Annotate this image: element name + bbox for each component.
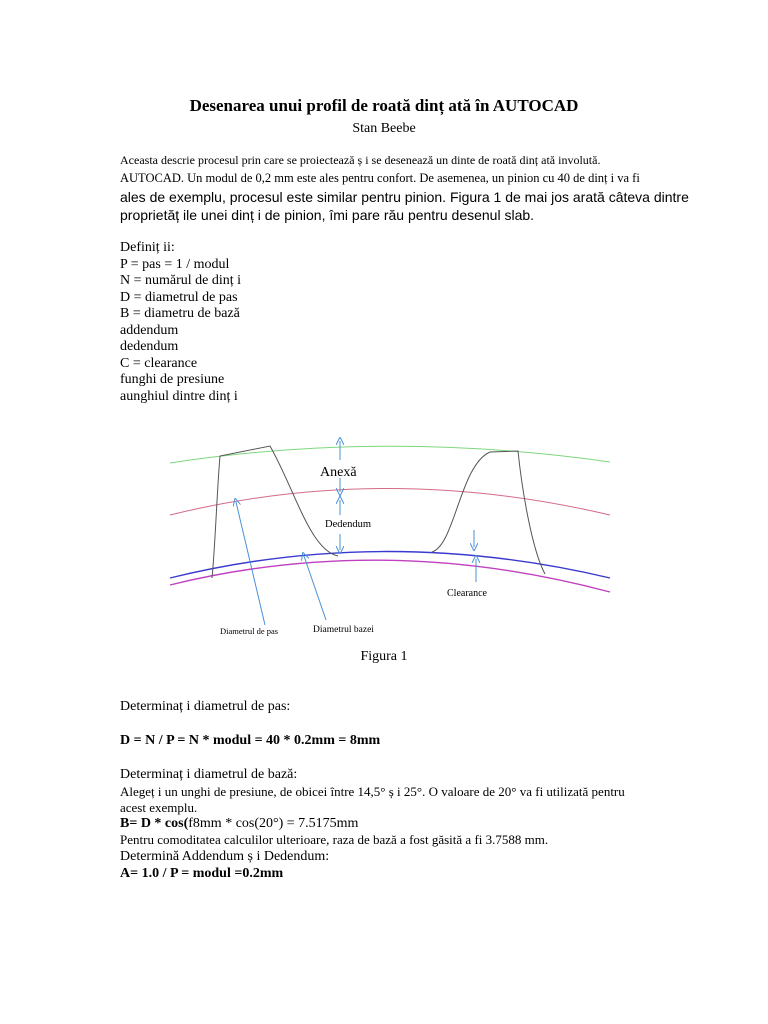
- document-title: Desenarea unui profil de roată dinț ată în AUTOCAD: [189, 96, 579, 115]
- label-anexa: Anexă: [320, 465, 357, 480]
- document-author: Stan Beebe: [352, 121, 416, 136]
- base-circle: [170, 552, 610, 579]
- intro-line-1: Aceasta descrie procesul prin care se proiectează ș i se desenează un dinte de roată dinț ată involută.: [120, 153, 601, 167]
- addendum-circle: [170, 446, 610, 463]
- section-pitch-heading: Determinaț i diametrul de pas:: [120, 699, 291, 714]
- formula-bold-part: B= D * cos(: [120, 816, 189, 831]
- tooth-profile-right: [432, 451, 545, 574]
- section-addendum-formula: A= 1.0 / P = modul =0.2mm: [120, 866, 284, 881]
- definition-item: P = pas = 1 / modul: [120, 256, 230, 272]
- section-pitch-formula: D = N / P = N * modul = 40 * 0.2mm = 8mm: [120, 733, 381, 748]
- label-pitch-diameter: Diametrul de pas: [220, 626, 279, 636]
- section-base-formula: [120, 816, 358, 832]
- formula-rest-part: f8mm * cos(20°) = 7.5175mm: [188, 816, 359, 831]
- section-base-line-3: Pentru comoditatea calculilor ulterioare, raza de bază a fost găsită a fi 3.7588 mm.: [120, 832, 549, 847]
- figure-caption: Figura 1: [360, 649, 408, 664]
- section-addendum-heading: Determină Addendum ș i Dedendum:: [120, 849, 330, 864]
- intro-line-2: AUTOCAD. Un modul de 0,2 mm este ales pentru confort. De asemenea, un pinion cu 40 de dinț i va fi: [120, 171, 640, 185]
- definition-item: aunghiul dintre dinț i: [120, 388, 238, 404]
- definitions-heading: Definiț ii:: [120, 240, 175, 255]
- definition-item: B = diametru de bază: [120, 306, 240, 321]
- gear-tooth-diagram: [160, 430, 620, 645]
- definition-item: C = clearance: [120, 355, 198, 371]
- intro-line-4: proprietăț ile unei dinț i de pinion, îmi pare rău pentru desenul slab.: [120, 207, 535, 223]
- definition-item: addendum: [120, 322, 179, 338]
- label-base-diameter: Diametrul bazei: [313, 625, 374, 635]
- label-dedendum: Dedendum: [325, 519, 372, 530]
- definitions-list: [120, 240, 241, 405]
- definition-item: D = diametrul de pas: [120, 289, 238, 305]
- section-base-heading: Determinaț i diametrul de bază:: [120, 767, 298, 782]
- label-clearance: Clearance: [447, 588, 487, 599]
- definition-item: dedendum: [120, 339, 179, 354]
- section-base-line-2: acest exemplu.: [120, 800, 198, 815]
- pitch-circle: [170, 489, 610, 516]
- intro-line-3: ales de exemplu, procesul este similar pentru pinion. Figura 1 de mai jos arată câteva dintre: [120, 189, 689, 205]
- section-base-line-1: Alegeț i un unghi de presiune, de obicei între 14,5° ș i 25°. O valoare de 20° va fi utilizată pentru: [120, 784, 625, 799]
- definition-item: funghi de presiune: [120, 372, 225, 387]
- base-diameter-arrow: [304, 556, 326, 620]
- definition-item: N = numărul de dinț i: [120, 273, 242, 288]
